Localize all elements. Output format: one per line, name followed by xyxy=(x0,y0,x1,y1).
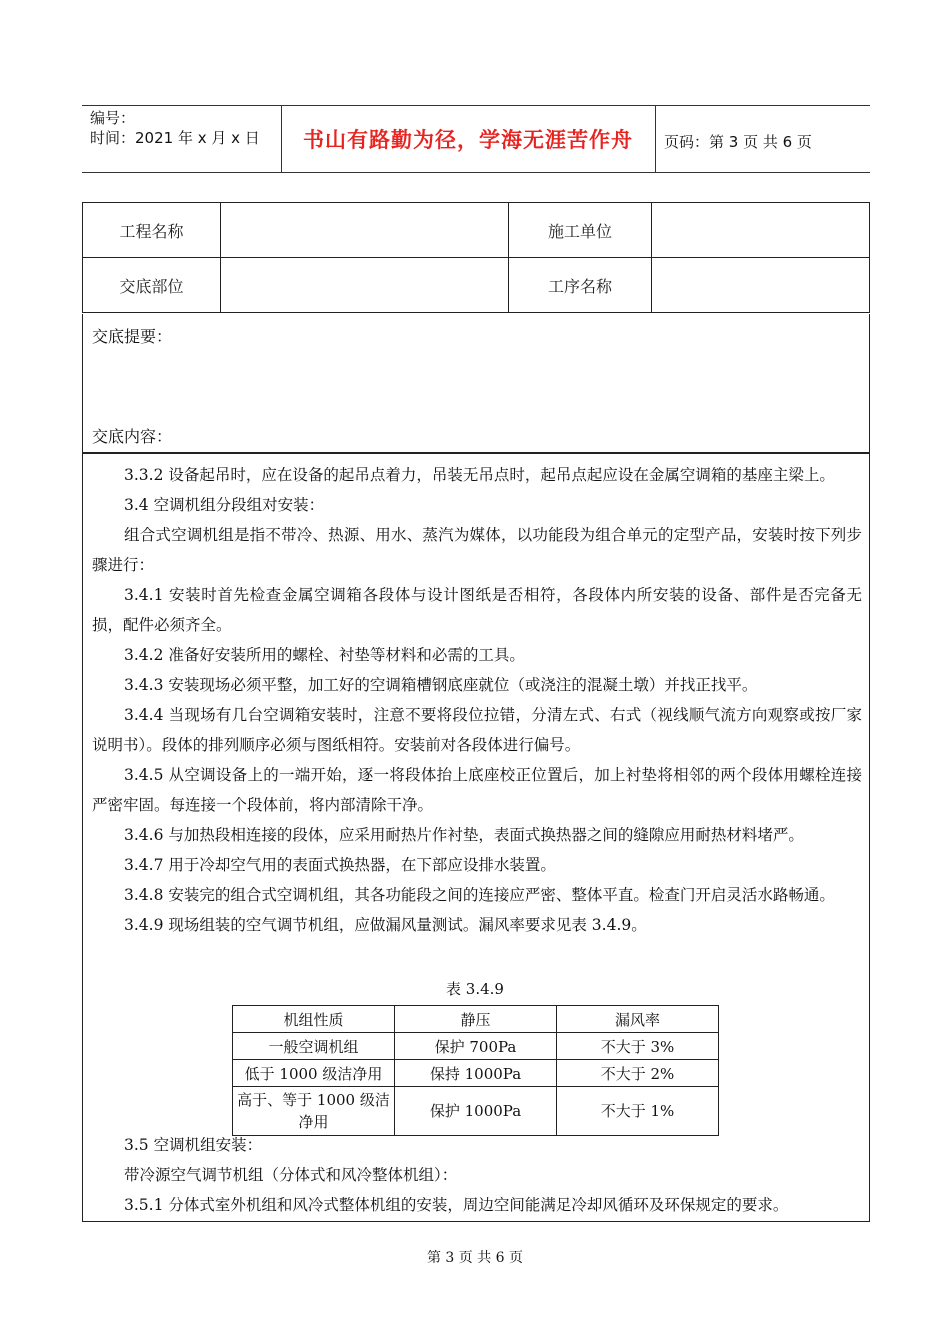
table-cell: 一般空调机组 xyxy=(233,1033,395,1060)
page-footer: 第 3 页 共 6 页 xyxy=(426,1250,524,1266)
header-divider-right xyxy=(655,105,656,172)
table-cell: 不大于 1% xyxy=(557,1087,719,1136)
paragraph: 3.4.7 用于冷却空气用的表面式换热器，在下部应设排水装置。 xyxy=(124,856,556,874)
table-cell: 高于、等于 1000 级洁净用 xyxy=(233,1087,395,1136)
table-caption: 表 3.4.9 xyxy=(446,980,504,998)
header-page-number: 页码：第 3 页 共 6 页 xyxy=(664,133,812,151)
project-info-table xyxy=(82,202,870,313)
paragraph: 带冷源空气调节机组（分体式和风冷整体机组）： xyxy=(124,1166,458,1184)
table-cell: 不大于 2% xyxy=(557,1060,719,1087)
paragraph: 3.4.4 当现场有几台空调箱安装时，注意不要将段位拉错，分清左式、右式（视线顺气流方向观察或按厂家说明书）。段体的排列顺序必须与图纸相符。安装前对各段体进行偏号。 xyxy=(92,706,862,754)
leakage-table xyxy=(232,1005,719,1136)
summary-label: 交底提要： xyxy=(92,327,173,346)
paragraph: 3.5.1 分体式室外机组和风冷式整体机组的安装，周边空间能满足冷却风循环及环保规定的要求。 xyxy=(124,1196,789,1214)
document-number-label: 编号： xyxy=(90,109,136,127)
project-name-value xyxy=(221,203,509,258)
document-date: 时间：2021 年 x 月 x 日 xyxy=(90,129,260,147)
contractor-value xyxy=(652,203,870,258)
process-label: 工序名称 xyxy=(509,258,652,313)
table-row xyxy=(83,258,870,313)
table-row xyxy=(83,203,870,258)
table-row xyxy=(233,1060,719,1087)
content-body xyxy=(92,460,862,940)
location-value xyxy=(221,258,509,313)
table-cell: 不大于 3% xyxy=(557,1033,719,1060)
header-top-rule xyxy=(82,105,870,106)
paragraph: 3.5 空调机组安装： xyxy=(124,1136,263,1154)
table-cell: 保持 1000Pa xyxy=(395,1060,557,1087)
table-row xyxy=(233,1033,719,1060)
location-label: 交底部位 xyxy=(83,258,221,313)
paragraph: 3.4.3 安装现场必须平整，加工好的空调箱槽钢底座就位（或浇注的混凝土墩）并找正找平。 xyxy=(124,676,758,694)
paragraph: 3.4.2 准备好安装所用的螺栓、衬垫等材料和必需的工具。 xyxy=(124,646,525,664)
table-cell: 低于 1000 级洁净用 xyxy=(233,1060,395,1087)
header-motto: 书山有路勤为径，学海无涯苦作舟 xyxy=(303,128,633,152)
content-label: 交底内容： xyxy=(92,427,173,446)
paragraph: 3.4 空调机组分段组对安装： xyxy=(124,496,325,514)
column-header: 机组性质 xyxy=(233,1006,395,1033)
project-name-label: 工程名称 xyxy=(83,203,221,258)
table-row xyxy=(233,1087,719,1136)
process-value xyxy=(652,258,870,313)
column-header: 静压 xyxy=(395,1006,557,1033)
paragraph: 3.4.9 现场组装的空气调节机组，应做漏风量测试。漏风率要求见表 3.4.9。 xyxy=(124,916,647,934)
table-cell: 保护 700Pa xyxy=(395,1033,557,1060)
paragraph: 组合式空调机组是指不带冷、热源、用水、蒸汽为媒体，以功能段为组合单元的定型产品，安装时按下列步骤进行： xyxy=(92,526,862,574)
paragraph: 3.4.1 安装时首先检查金属空调箱各段体与设计图纸是否相符，各段体内所安装的设备、部件是否完备无损，配件必须齐全。 xyxy=(92,586,862,634)
table-header-row xyxy=(233,1006,719,1033)
table-cell: 保护 1000Pa xyxy=(395,1087,557,1136)
paragraph: 3.3.2 设备起吊时，应在设备的起吊点着力，吊装无吊点时，起吊点起应设在金属空调箱的基座主梁上。 xyxy=(124,466,835,484)
contractor-label: 施工单位 xyxy=(509,203,652,258)
paragraph: 3.4.5 从空调设备上的一端开始，逐一将段体抬上底座校正位置后，加上衬垫将相邻的两个段体用螺栓连接严密牢固。每连接一个段体前，将内部清除干净。 xyxy=(92,766,862,814)
paragraph: 3.4.6 与加热段相连接的段体，应采用耐热片作衬垫，表面式换热器之间的缝隙应用耐热材料堵严。 xyxy=(124,826,804,844)
column-header: 漏风率 xyxy=(557,1006,719,1033)
paragraph: 3.4.8 安装完的组合式空调机组，其各功能段之间的连接应严密、整体平直。检查门开启灵活水路畅通。 xyxy=(124,886,835,904)
content-separator xyxy=(82,452,870,454)
header-bottom-rule xyxy=(82,172,870,173)
content-body-continued xyxy=(92,1130,862,1220)
